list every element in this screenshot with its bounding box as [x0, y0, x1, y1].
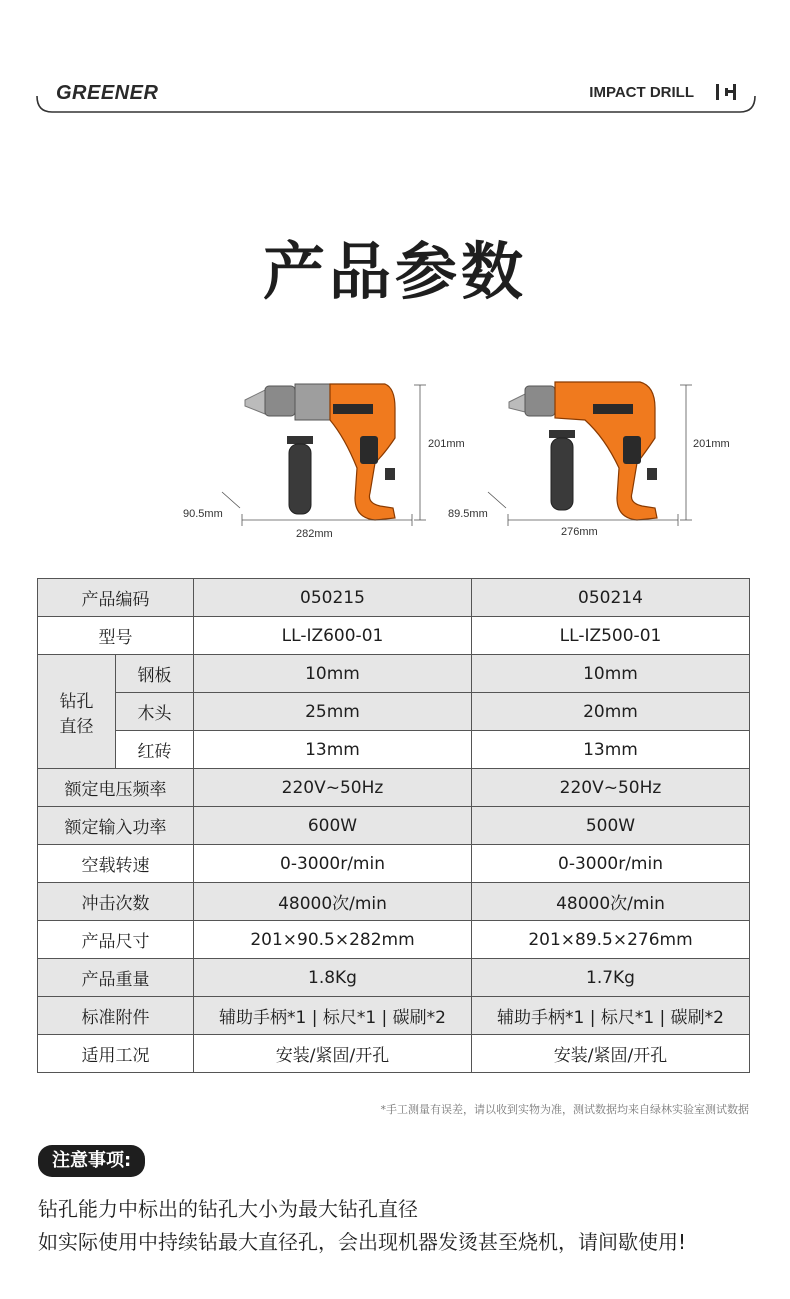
notice-line-1: 钻孔能力中标出的钻孔大小为最大钻孔直径 [38, 1197, 418, 1221]
cell-b: 0-3000r/min [472, 845, 750, 883]
footnote: *手工测量有误差，请以收到实物为准，测试数据均来自绿林实验室测试数据 [380, 1103, 749, 1116]
cell-b: 10mm [472, 655, 750, 693]
cell-b: 13mm [472, 731, 750, 769]
row-label: 标准附件 [38, 997, 194, 1035]
row-label: 红砖 [116, 731, 194, 769]
cell-b: 220V~50Hz [472, 769, 750, 807]
table-row [38, 579, 750, 617]
row-label: 产品重量 [38, 959, 194, 997]
row-label: 型号 [38, 617, 194, 655]
notice-line-2: 如实际使用中持续钻最大直径孔，会出现机器发烫甚至烧机，请间歇使用! [38, 1230, 687, 1254]
right-width-label: 89.5mm [448, 508, 488, 520]
spec-table [37, 578, 750, 1073]
cell-a: 220V~50Hz [194, 769, 472, 807]
table-row [38, 731, 750, 769]
group-label-line2: 直径 [59, 716, 94, 737]
table-row [38, 959, 750, 997]
row-label: 适用工况 [38, 1035, 194, 1073]
table-row [38, 693, 750, 731]
dimension-lines-right [450, 380, 710, 540]
cell-a: 1.8Kg [194, 959, 472, 997]
cell-a: LL-IZ600-01 [194, 617, 472, 655]
table-row [38, 997, 750, 1035]
cell-b: 201×89.5×276mm [472, 921, 750, 959]
left-width-label: 90.5mm [183, 508, 223, 520]
cell-a: 48000次/min [194, 883, 472, 921]
cell-a: 辅助手柄*1 | 标尺*1 | 碳刷*2 [194, 997, 472, 1035]
cell-a: 25mm [194, 693, 472, 731]
cell-a: 050215 [194, 579, 472, 617]
row-label: 产品编码 [38, 579, 194, 617]
table-row [38, 883, 750, 921]
product-images [0, 370, 790, 550]
page-title: 产品参数 [262, 235, 527, 308]
row-label: 钢板 [116, 655, 194, 693]
row-label: 空载转速 [38, 845, 194, 883]
cell-b: 48000次/min [472, 883, 750, 921]
cell-a: 600W [194, 807, 472, 845]
header [36, 60, 756, 116]
right-height-label: 201mm [693, 438, 730, 450]
cell-b: LL-IZ500-01 [472, 617, 750, 655]
table-row [38, 921, 750, 959]
row-label: 产品尺寸 [38, 921, 194, 959]
header-rule [36, 94, 756, 116]
notice-label: 注意事项: [38, 1145, 145, 1177]
cell-b: 050214 [472, 579, 750, 617]
cell-a: 201×90.5×282mm [194, 921, 472, 959]
cell-a: 10mm [194, 655, 472, 693]
table-row [38, 769, 750, 807]
table-row [38, 1035, 750, 1073]
row-label: 冲击次数 [38, 883, 194, 921]
cell-b: 辅助手柄*1 | 标尺*1 | 碳刷*2 [472, 997, 750, 1035]
table-row [38, 617, 750, 655]
row-label: 额定输入功率 [38, 807, 194, 845]
cell-b: 20mm [472, 693, 750, 731]
right-length-label: 276mm [561, 526, 598, 538]
group-label-line1: 钻孔 [59, 691, 94, 712]
table-row [38, 655, 750, 693]
left-length-label: 282mm [296, 528, 333, 540]
table-row [38, 807, 750, 845]
product-type-label: IMPACT DRILL [589, 84, 694, 101]
table-row [38, 845, 750, 883]
cell-b: 1.7Kg [472, 959, 750, 997]
cell-a: 安装/紧固/开孔 [194, 1035, 472, 1073]
row-label: 木头 [116, 693, 194, 731]
row-label: 额定电压频率 [38, 769, 194, 807]
brand-logo: GREENER [56, 82, 159, 104]
cell-b: 500W [472, 807, 750, 845]
left-height-label: 201mm [428, 438, 465, 450]
cell-a: 13mm [194, 731, 472, 769]
cell-b: 安装/紧固/开孔 [472, 1035, 750, 1073]
group-label-drill-diameter [38, 655, 116, 769]
cell-a: 0-3000r/min [194, 845, 472, 883]
